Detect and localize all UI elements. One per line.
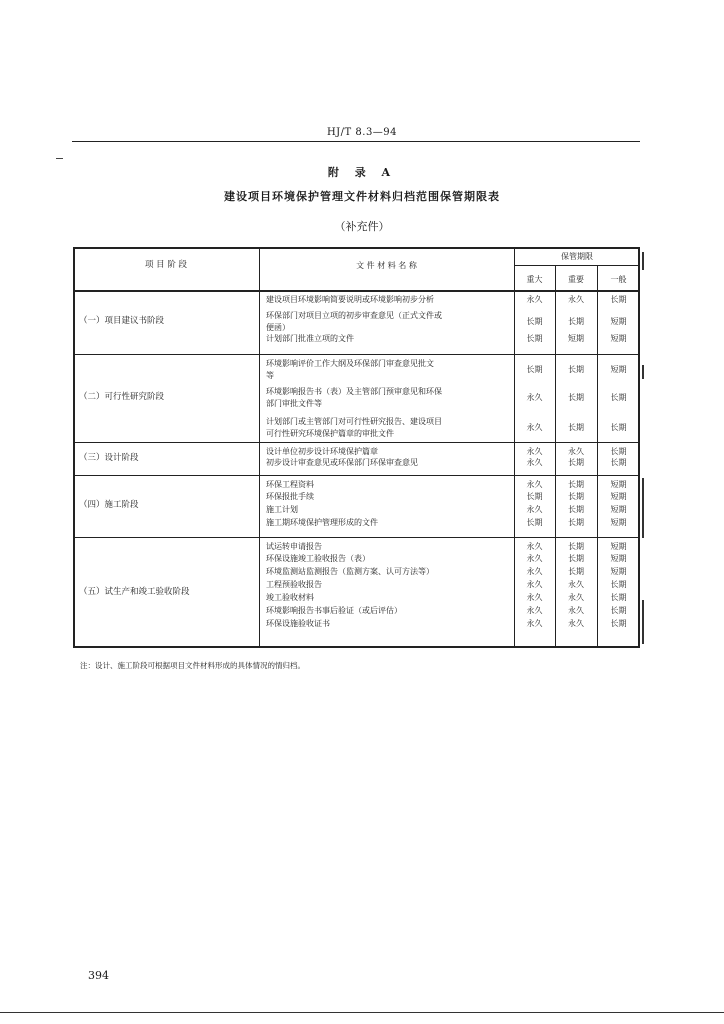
period-important: 永久: [568, 447, 584, 456]
period-important: 长期: [568, 392, 584, 402]
file-name: 施工计划: [266, 505, 298, 514]
table-hline: [73, 354, 640, 355]
table-note: 注：设计、施工阶段可根据项目文件材料形成的具体情况的情归档。: [80, 661, 305, 670]
header-files: 文 件 材 料 名 称: [356, 261, 417, 270]
period-major: 永久: [526, 295, 543, 304]
period-important: 长期: [568, 458, 584, 467]
period-major: 永久: [526, 505, 543, 514]
period-general: 长期: [610, 458, 627, 467]
period-general: 长期: [610, 619, 627, 628]
period-general: 长期: [610, 593, 627, 602]
period-general: 长期: [610, 606, 627, 615]
edge-mark: [642, 252, 644, 270]
retention-table: [73, 247, 640, 648]
period-general: 短期: [610, 505, 627, 514]
period-important: 永久: [568, 619, 584, 628]
edge-mark: [642, 478, 644, 538]
table-vline: [259, 247, 260, 648]
period-major: 长期: [526, 316, 543, 326]
appendix-label: 附 录 A: [327, 166, 397, 179]
table-hline: [73, 442, 640, 443]
file-name: 建设项目环境影响简要说明或环境影响初步分析: [266, 295, 434, 304]
period-important: 永久: [568, 593, 584, 602]
file-name: 计划部门批准立项的文件: [266, 334, 354, 343]
period-general: 短期: [610, 316, 627, 326]
table-hline: [514, 265, 640, 266]
period-important: 长期: [568, 492, 584, 501]
table-hline: [73, 290, 640, 292]
period-general: 短期: [610, 364, 627, 374]
stage-label: （五）试生产和竣工验收阶段: [79, 586, 190, 597]
period-general: 长期: [610, 447, 627, 456]
period-major: 永久: [526, 392, 543, 402]
period-general: 短期: [610, 480, 627, 489]
period-major: 长期: [526, 364, 543, 374]
table-vline: [73, 247, 75, 648]
file-name: 环保工程资料: [266, 480, 314, 489]
file-name: 环境影响报告书事后验证（或后评估）: [266, 606, 402, 615]
period-general: 短期: [610, 518, 627, 527]
period-major: 永久: [526, 542, 543, 551]
stage-label: （四）施工阶段: [79, 500, 139, 510]
footer-rule: [0, 1012, 724, 1013]
file-name: 环保部门对项目立项的初步审查意见（正式文件或: [266, 311, 442, 320]
edge-mark: [642, 600, 644, 644]
period-important: 长期: [568, 480, 584, 489]
period-major: 永久: [526, 567, 543, 576]
table-hline: [73, 537, 640, 538]
stage-label: （三）设计阶段: [79, 452, 139, 463]
file-name: 环保报批手续: [266, 492, 314, 501]
period-general: 短期: [610, 542, 627, 551]
header-major: 重大: [526, 275, 543, 284]
file-name: 施工期环境保护管理形成的文件: [266, 518, 378, 527]
period-major: 永久: [526, 480, 543, 489]
period-important: 永久: [568, 606, 584, 615]
period-important: 短期: [568, 334, 584, 343]
file-name: 环境影响报告书（表）及主管部门预审意见和环保: [266, 387, 442, 396]
file-name: 初步设计审查意见或环保部门环保审查意见: [266, 458, 418, 467]
table-hline: [73, 475, 640, 476]
table-hline: [73, 247, 640, 249]
period-major: 永久: [526, 458, 543, 467]
period-important: 永久: [568, 580, 584, 589]
file-name: 环保设施验收证书: [266, 619, 330, 628]
file-name: 环境影响评价工作大纲及环保部门审查意见批文: [266, 359, 434, 368]
period-important: 长期: [568, 316, 584, 326]
period-important: 长期: [568, 542, 584, 551]
file-name: 等: [266, 370, 274, 380]
period-major: 永久: [526, 606, 543, 615]
period-major: 永久: [526, 554, 543, 563]
header-rule: [72, 141, 640, 142]
standard-code: HJ/T 8.3—94: [326, 127, 398, 138]
period-general: 短期: [610, 554, 627, 563]
period-important: 长期: [568, 505, 584, 514]
file-name: 部门审批文件等: [266, 398, 322, 408]
file-name: 计划部门或主管部门对可行性研究报告、建设项目: [266, 417, 442, 426]
period-general: 长期: [610, 392, 627, 402]
edge-mark: [642, 365, 644, 379]
period-major: 永久: [526, 593, 543, 602]
period-major: 永久: [526, 580, 543, 589]
period-major: 长期: [526, 518, 543, 527]
file-name: 环保设施竣工验收报告（表）: [266, 554, 370, 563]
period-major: 永久: [526, 447, 543, 456]
file-name: 环境监测站监测报告（监测方案、认可方法等）: [266, 567, 434, 576]
period-major: 永久: [526, 619, 543, 628]
header-important: 重要: [568, 275, 584, 284]
header-period: 保管期限: [561, 252, 593, 261]
period-major: 长期: [526, 334, 543, 343]
period-important: 长期: [568, 554, 584, 563]
file-name: 竣工验收材料: [266, 593, 314, 602]
supplement-label: （补充件）: [334, 220, 390, 233]
period-important: 永久: [568, 295, 584, 304]
period-general: 短期: [610, 567, 627, 576]
margin-dash: [56, 158, 63, 159]
period-major: 永久: [526, 422, 543, 432]
file-name: 试运转申请报告: [266, 542, 322, 551]
period-important: 长期: [568, 567, 584, 576]
period-important: 长期: [568, 364, 584, 374]
file-name: 便函）: [266, 322, 290, 332]
period-important: 长期: [568, 518, 584, 527]
stage-label: （二）可行性研究阶段: [79, 392, 165, 402]
period-general: 长期: [610, 422, 627, 432]
header-general: 一般: [610, 275, 627, 284]
stage-label: （一）项目建议书阶段: [79, 316, 165, 326]
period-general: 短期: [610, 334, 627, 343]
file-name: 设计单位初步设计环境保护篇章: [266, 447, 378, 456]
table-title: 建设项目环境保护管理文件材料归档范围保管期限表: [224, 190, 500, 203]
period-general: 短期: [610, 492, 627, 501]
period-major: 长期: [526, 492, 543, 501]
period-important: 长期: [568, 422, 584, 432]
page-number: 394: [88, 969, 109, 982]
period-general: 长期: [610, 295, 627, 304]
period-general: 长期: [610, 580, 627, 589]
file-name: 工程预验收报告: [266, 580, 322, 589]
header-stage: 项 目 阶 段: [144, 260, 188, 270]
file-name: 可行性研究环境保护篇章的审批文件: [266, 428, 394, 438]
